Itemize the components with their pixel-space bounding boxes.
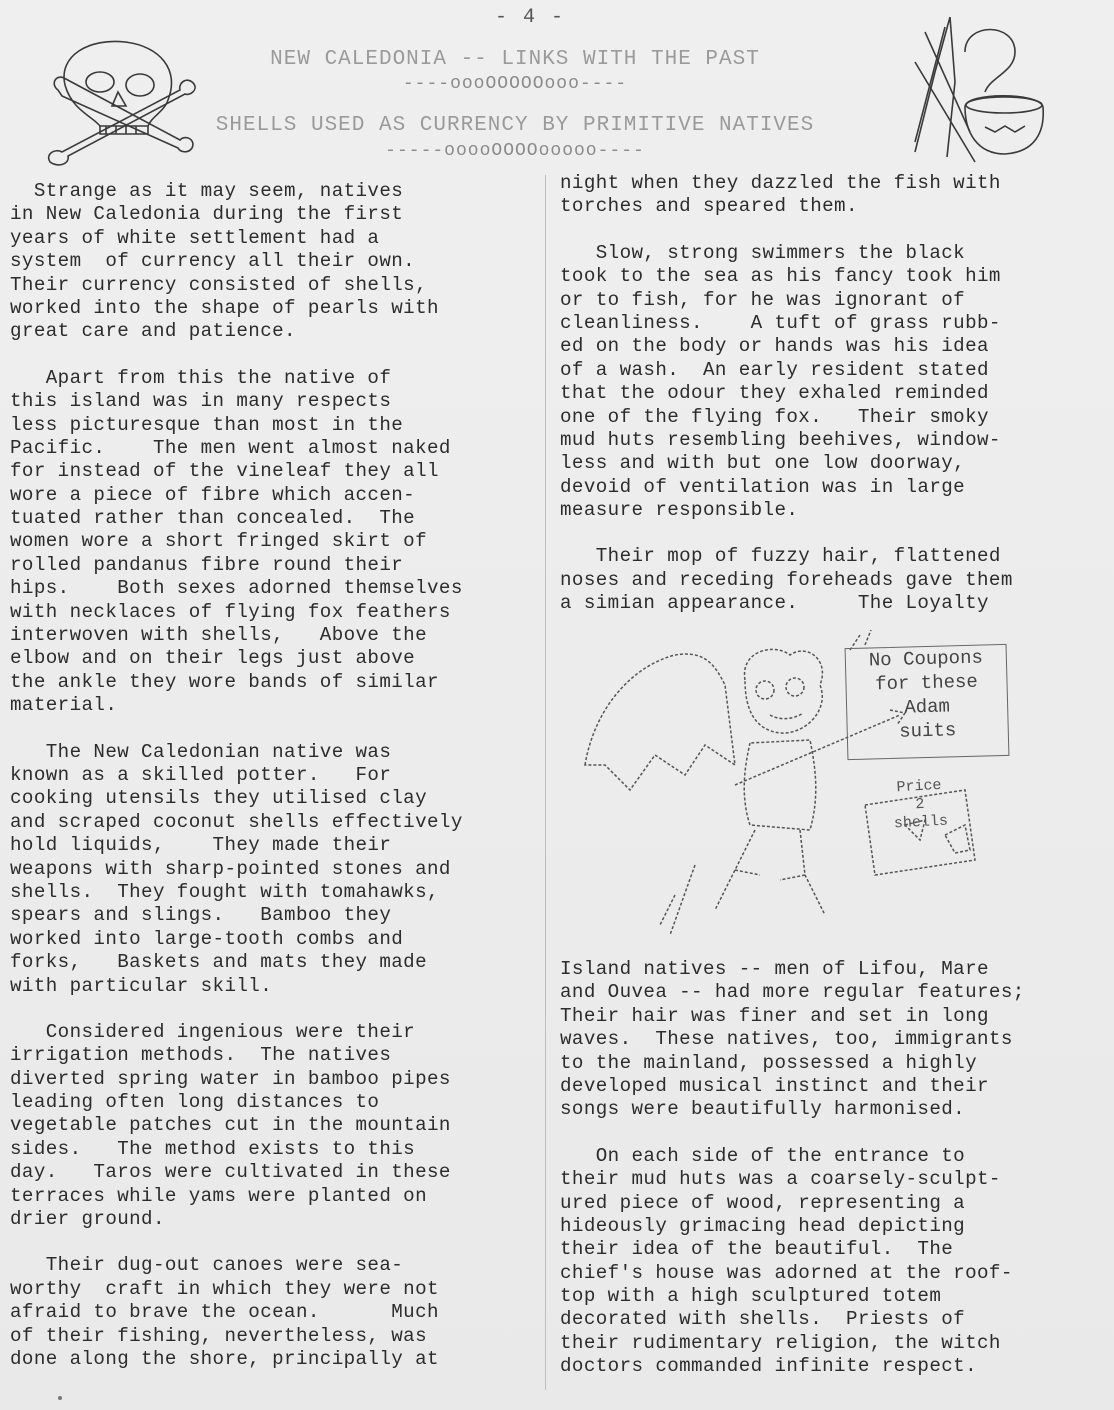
text-line: less picturesque than most in the — [10, 413, 404, 436]
text-line: their rudimentary religion, the witch — [560, 1331, 1001, 1354]
text-line: tuated rather than concealed. The — [10, 507, 416, 530]
paragraph — [560, 242, 1110, 523]
text-line: night when they dazzled the fish with — [560, 172, 1001, 194]
column-divider — [545, 175, 546, 1390]
paragraph — [10, 1254, 540, 1371]
text-line: decorated with shells. Priests of — [560, 1308, 966, 1331]
text-line: wore a piece of fibre which accen- — [10, 483, 416, 506]
text-line: terraces while yams were planted on — [10, 1184, 428, 1207]
text-line: noses and receding foreheads gave them — [560, 568, 1013, 591]
text-line: and scraped coconut shells effectively — [10, 810, 463, 833]
text-line: weapons with sharp-pointed stones and — [10, 857, 451, 880]
subheadline-rule: -----ooooOOOOooooo---- — [385, 141, 645, 161]
text-line: On each side of the entrance to — [560, 1144, 966, 1167]
paragraph — [10, 741, 540, 998]
text-line: cleanliness. A tuft of grass rubb- — [560, 311, 1001, 334]
paragraph — [10, 367, 540, 718]
text-line: ed on the body or hands was his idea — [560, 335, 989, 358]
text-line: Island natives -- men of Lifou, Mare — [560, 958, 989, 980]
text-line: Their dug-out canoes were sea- — [10, 1254, 404, 1277]
text-line: afraid to brave the ocean. Much — [10, 1301, 439, 1324]
text-line: or to fish, for he was ignorant of — [560, 288, 966, 311]
text-line: that the odour they exhaled reminded — [560, 382, 989, 405]
right-column-bottom — [560, 958, 1110, 1402]
text-line: worthy craft in which they were not — [10, 1277, 439, 1300]
text-line: hips. Both sexes adorned themselves — [10, 577, 463, 600]
text-line: torches and speared them. — [560, 195, 858, 218]
text-line: vegetable patches cut in the mountain — [10, 1114, 451, 1137]
text-line: irrigation methods. The natives — [10, 1044, 392, 1067]
text-line: Strange as it may seem, natives — [10, 180, 404, 202]
text-line: Their currency consisted of shells, — [10, 273, 428, 296]
text-line: Pacific. The men went almost naked — [10, 436, 451, 459]
paragraph — [10, 180, 540, 344]
text-line: leading often long distances to — [10, 1091, 380, 1114]
text-line: spears and slings. Bamboo they — [10, 904, 392, 927]
paragraph — [560, 172, 1110, 219]
text-line: hold liquids, They made their — [10, 834, 392, 857]
text-line: took to the sea as his fancy took him — [560, 265, 1001, 288]
text-line: doctors commanded infinite respect. — [560, 1355, 978, 1378]
text-line: to the mainland, possessed a highly — [560, 1051, 978, 1074]
paragraph — [560, 1145, 1110, 1379]
price-text-line: Price — [896, 776, 942, 797]
right-column-top — [560, 172, 1110, 639]
text-line: diverted spring water in bamboo pipes — [10, 1067, 451, 1090]
text-line: forks, Baskets and mats they made — [10, 951, 428, 974]
text-line: hideously grimacing head depicting — [560, 1214, 966, 1237]
text-line: years of white settlement had a — [10, 226, 380, 249]
text-line: with particular skill. — [10, 974, 273, 997]
text-line: cooking utensils they utilised clay — [10, 787, 428, 810]
cartoon-price-tag — [884, 776, 957, 834]
headline: NEW CALEDONIA -- LINKS WITH THE PAST — [270, 48, 760, 71]
text-line: songs were beautifully harmonised. — [560, 1098, 966, 1121]
subheadline: SHELLS USED AS CURRENCY BY PRIMITIVE NATIVES — [215, 114, 815, 137]
text-line: in New Caledonia during the first — [10, 203, 404, 226]
paragraph — [10, 1021, 540, 1232]
page-mark — [58, 1396, 62, 1400]
text-line: system of currency all their own. — [10, 250, 416, 273]
text-line: Apart from this the native of — [10, 366, 392, 389]
text-line: done along the shore, principally at — [10, 1347, 439, 1370]
text-line: interwoven with shells, Above the — [10, 624, 428, 647]
text-line: Their hair was finer and set in long — [560, 1004, 989, 1027]
paragraph — [560, 545, 1110, 615]
text-line: one of the flying fox. Their smoky — [560, 405, 989, 428]
text-line: material. — [10, 694, 118, 717]
price-text-line: 2 shells — [893, 795, 949, 833]
text-line: known as a skilled potter. For — [10, 763, 392, 786]
text-line: of their fishing, nevertheless, was — [10, 1324, 428, 1347]
page-number: - 4 - — [494, 6, 565, 29]
text-line: Considered ingenious were their — [10, 1020, 416, 1043]
sign-text-line: No Coupons — [868, 646, 984, 672]
text-line: elbow and on their legs just above — [10, 647, 416, 670]
headline-rule: ----oooOOOOOooo---- — [402, 74, 628, 94]
text-line: devoid of ventilation was in large — [560, 475, 966, 498]
text-line: day. Taros were cultivated in these — [10, 1161, 451, 1184]
skull-crossbones-sketch — [40, 30, 200, 170]
text-line: drier ground. — [10, 1208, 165, 1231]
text-line: waves. These natives, too, immigrants — [560, 1028, 1013, 1051]
text-line: sides. The method exists to this — [10, 1137, 416, 1160]
text-line: measure responsible. — [560, 499, 799, 522]
paragraph — [560, 958, 1110, 1122]
text-line: great care and patience. — [10, 320, 296, 343]
text-line: women wore a short fringed skirt of — [10, 530, 428, 553]
sign-text-line: suits — [898, 719, 957, 743]
text-line: developed musical instinct and their — [560, 1074, 989, 1097]
sign-text-line: Adam — [904, 695, 951, 719]
text-line: the ankle they wore bands of similar — [10, 670, 439, 693]
text-line: top with a high sculptured totem — [560, 1285, 942, 1308]
text-line: their idea of the beautiful. The — [560, 1238, 954, 1261]
text-line: The New Caledonian native was — [10, 740, 392, 763]
text-line: a simian appearance. The Loyalty — [560, 592, 989, 615]
text-line: worked into the shape of pearls with — [10, 296, 439, 319]
text-line: their mud huts was a coarsely-sculpt- — [560, 1168, 1001, 1191]
text-line: with necklaces of flying fox feathers — [10, 600, 451, 623]
text-line: rolled pandanus fibre round their — [10, 553, 404, 576]
text-line: less and with but one low doorway, — [560, 452, 966, 475]
pot-and-spear-sketch — [895, 12, 1065, 172]
text-line: ured piece of wood, representing a — [560, 1191, 966, 1214]
text-line: chief's house was adorned at the roof- — [560, 1261, 1013, 1284]
text-line: worked into large-tooth combs and — [10, 927, 404, 950]
left-column — [10, 180, 540, 1394]
text-line: Their mop of fuzzy hair, flattened — [560, 545, 1001, 568]
sign-text-line: for these — [874, 670, 979, 696]
text-line: of a wash. An early resident stated — [560, 358, 989, 381]
text-line: Slow, strong swimmers the black — [560, 241, 966, 264]
cartoon-sign — [845, 644, 1010, 760]
text-line: and Ouvea -- had more regular features; — [560, 981, 1025, 1004]
text-line: for instead of the vineleaf they all — [10, 460, 439, 483]
text-line: shells. They fought with tomahawks, — [10, 880, 439, 903]
text-line: mud huts resembling beehives, window- — [560, 428, 1001, 451]
text-line: this island was in many respects — [10, 390, 392, 413]
